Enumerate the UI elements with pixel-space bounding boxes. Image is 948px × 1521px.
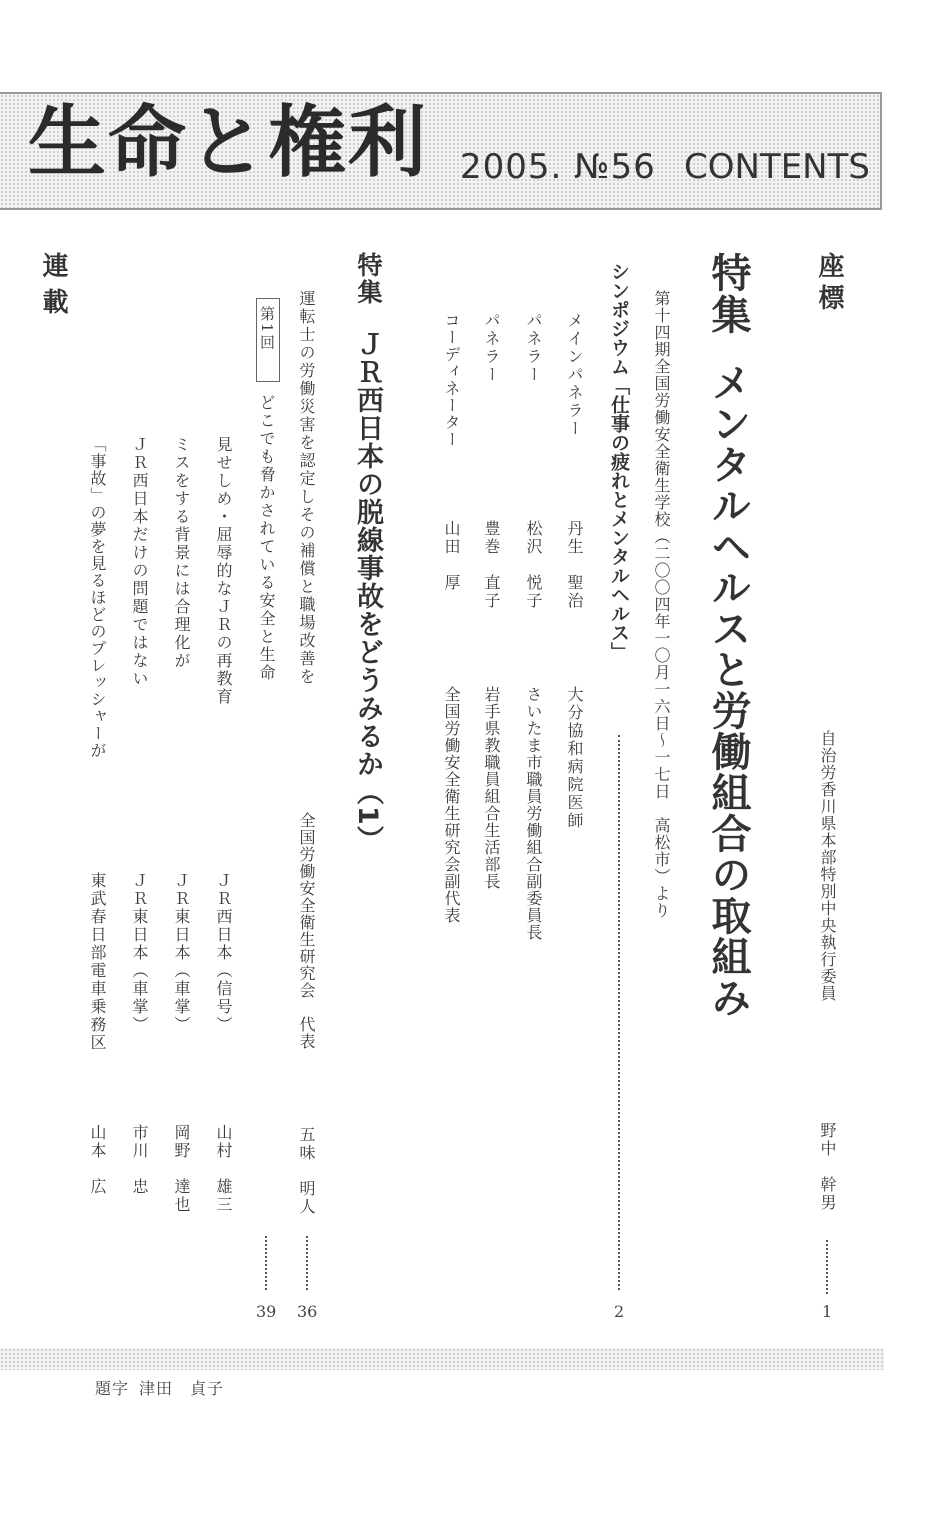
entry-org: ＪＲ西日本（信号）: [214, 872, 233, 1034]
article-title: 運転士の労働災害を認定しその補償と職場改善を: [297, 290, 316, 686]
leader-dots: [826, 1240, 828, 1294]
participant-role: メインパネラー: [565, 312, 584, 438]
participant-role: コーディネーター: [442, 312, 461, 448]
participant-affiliation: さいたま市職員労働組合副委員長: [524, 686, 543, 941]
page-number: 2: [614, 1302, 625, 1321]
leader-dots: [618, 735, 620, 1290]
entry-title: ＪＲ西日本だけの問題ではない: [130, 436, 149, 688]
participant-affiliation: 全国労働安全衛生研究会副代表: [442, 686, 461, 924]
entry-org: ＪＲ東日本（車掌）: [130, 872, 149, 1034]
entry-name: 山村 雄三: [214, 1124, 233, 1214]
entry-name: 岡野 達也: [172, 1124, 191, 1214]
page-number: 36: [297, 1302, 318, 1321]
article-author-affiliation: 全国労働安全衛生研究会 代表: [297, 812, 316, 1050]
participant-affiliation: 大分協和病院医師: [565, 686, 584, 830]
entry-title: ミスをする背景には合理化が: [172, 436, 191, 670]
feature-title-jr-west: ＪＲ西日本の脱線事故をどうみるか（1）: [352, 330, 383, 854]
issue-number: 2005. №56: [460, 147, 656, 187]
contents-label: CONTENTS: [684, 147, 870, 187]
series-label: 第1回: [258, 306, 276, 352]
symposium-subtitle: シンポジウム「仕事の疲れとメンタルヘルス」: [608, 262, 630, 661]
feature-title-mental-health: メンタルヘルスと労働組合の取組み: [705, 362, 751, 1018]
participant-name: 豊巻 直子: [482, 520, 501, 610]
participant-name: 松沢 悦子: [524, 520, 543, 610]
footer-band: [0, 1348, 884, 1370]
credit-label: 題字: [95, 1379, 130, 1398]
section-category-tokushu: 特集: [705, 252, 751, 336]
zahyo-author-name: 野中 幹男: [818, 1122, 837, 1212]
section-category-rensai: 連載: [38, 252, 68, 324]
entry-name: 市川 忠: [130, 1124, 149, 1196]
entry-org: 東武春日部電車乗務区: [88, 872, 107, 1052]
feature-source-note: 第十四期全国労働安全衛生学校（二〇〇四年一〇月一六日〜一七日 高松市）より: [652, 290, 671, 919]
participant-role: パネラー: [482, 312, 501, 384]
page-number: 39: [256, 1302, 277, 1321]
participant-affiliation: 岩手県教職員組合生活部長: [482, 686, 501, 890]
zahyo-author-affiliation: 自治労香川県本部特別中央執行委員: [818, 730, 837, 1002]
leader-dots: [306, 1236, 308, 1290]
leader-dots: [265, 1236, 267, 1290]
magazine-title: 生命と権利: [28, 97, 429, 188]
calligraphy-credit: [95, 1381, 234, 1397]
participant-role: パネラー: [524, 312, 543, 384]
entry-org: ＪＲ東日本（車掌）: [172, 872, 191, 1034]
article-title: どこでも脅かされている安全と生命: [257, 394, 276, 682]
entry-title: 見せしめ・屈辱的なＪＲの再教育: [214, 436, 233, 706]
article-author-name: 五味 明人: [297, 1126, 316, 1216]
entry-name: 山本 広: [88, 1124, 107, 1196]
participant-name: 山田 厚: [442, 520, 461, 592]
entry-title: 「事故」の夢を見るほどのプレッシャーが: [88, 436, 107, 759]
section-category-zahyo: 座標: [814, 252, 844, 316]
participant-name: 丹生 聖治: [565, 520, 584, 610]
credit-name: 津田 貞子: [139, 1379, 225, 1398]
section-category-tokushu: 特集: [354, 252, 383, 306]
page-number: 1: [822, 1302, 833, 1321]
